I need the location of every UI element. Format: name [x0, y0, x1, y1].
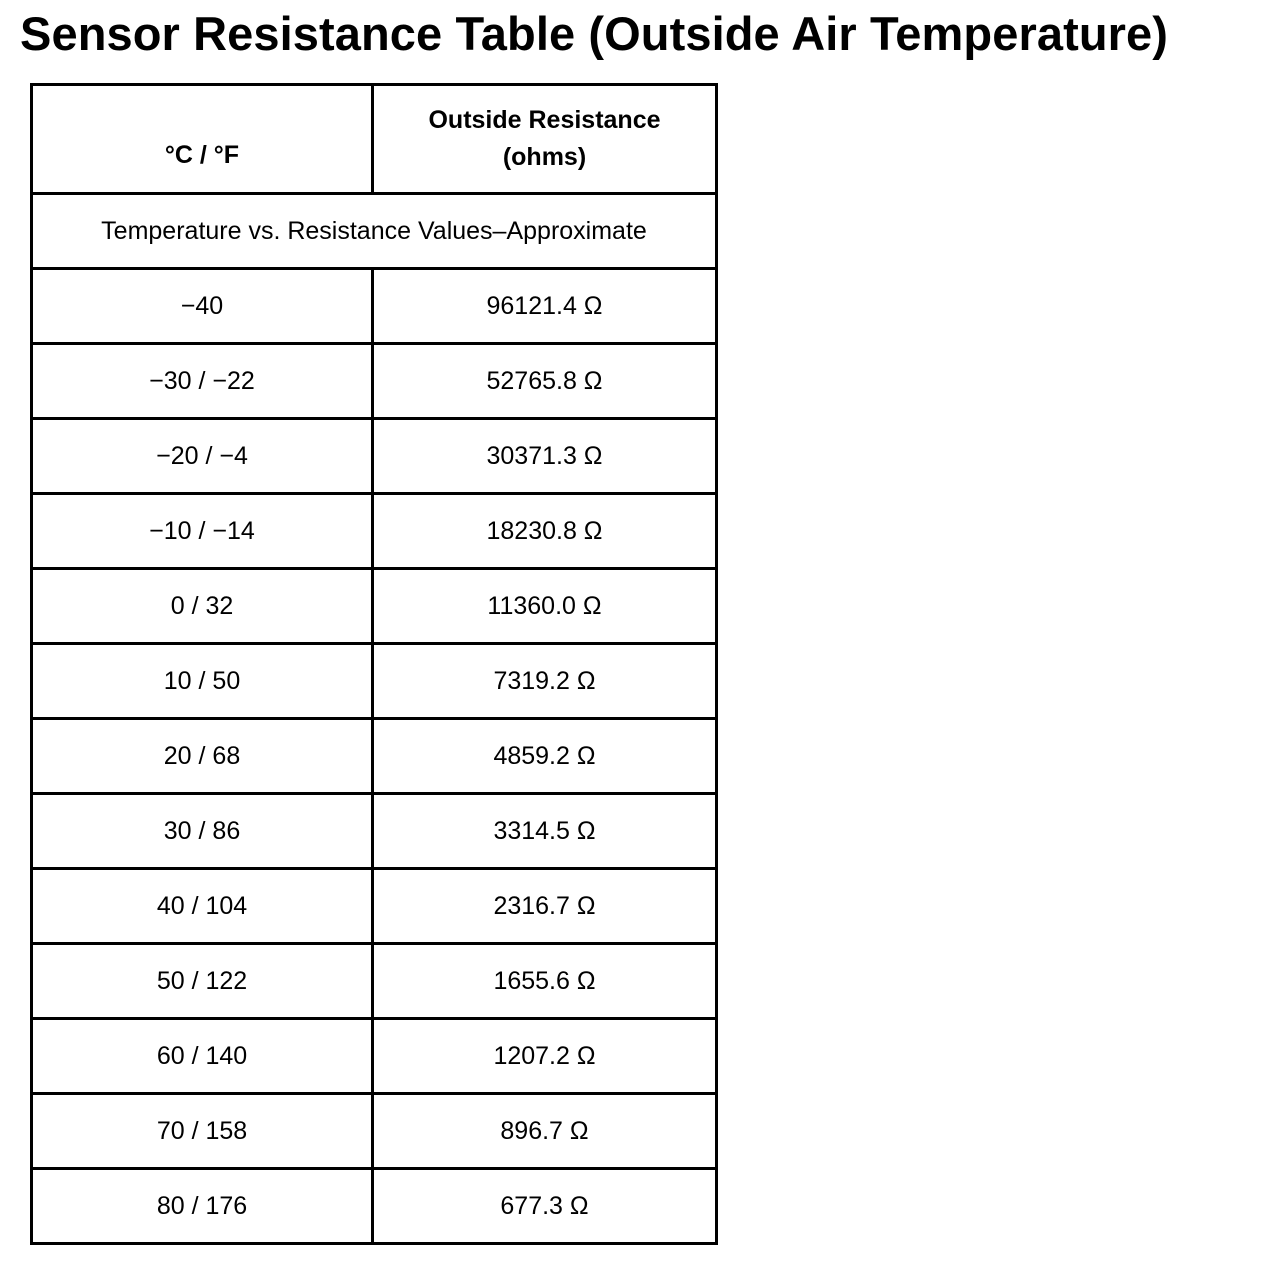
- temperature-cell: 50 / 122: [32, 944, 373, 1019]
- resistance-cell: 2316.7 Ω: [373, 869, 717, 944]
- table-row: [32, 419, 717, 494]
- table-row: [32, 944, 717, 1019]
- temperature-column-header: °C / °F: [32, 85, 373, 194]
- temperature-cell: −40: [32, 269, 373, 344]
- resistance-cell: 4859.2 Ω: [373, 719, 717, 794]
- table-row: [32, 794, 717, 869]
- resistance-cell: 52765.8 Ω: [373, 344, 717, 419]
- resistance-table: [30, 83, 718, 1245]
- temperature-cell: 60 / 140: [32, 1019, 373, 1094]
- resistance-cell: 11360.0 Ω: [373, 569, 717, 644]
- resistance-column-header: [373, 85, 717, 194]
- resistance-cell: 1207.2 Ω: [373, 1019, 717, 1094]
- table-caption: Temperature vs. Resistance Values–Approximate: [32, 194, 717, 269]
- resistance-cell: 96121.4 Ω: [373, 269, 717, 344]
- table-caption-row: [32, 194, 717, 269]
- resistance-cell: 3314.5 Ω: [373, 794, 717, 869]
- table-row: [32, 344, 717, 419]
- resistance-cell: 7319.2 Ω: [373, 644, 717, 719]
- table-row: [32, 644, 717, 719]
- resistance-cell: 677.3 Ω: [373, 1169, 717, 1244]
- temperature-cell: 40 / 104: [32, 869, 373, 944]
- temperature-cell: −20 / −4: [32, 419, 373, 494]
- resistance-cell: 1655.6 Ω: [373, 944, 717, 1019]
- table-body: [32, 194, 717, 1244]
- page-title: Sensor Resistance Table (Outside Air Temperature): [20, 7, 1169, 60]
- temperature-cell: −30 / −22: [32, 344, 373, 419]
- temperature-cell: 70 / 158: [32, 1094, 373, 1169]
- table-row: [32, 1169, 717, 1244]
- table-row: [32, 494, 717, 569]
- table-row: [32, 1019, 717, 1094]
- temperature-cell: 10 / 50: [32, 644, 373, 719]
- table-row: [32, 569, 717, 644]
- resistance-cell: 30371.3 Ω: [373, 419, 717, 494]
- table-row: [32, 1094, 717, 1169]
- table-row: [32, 269, 717, 344]
- resistance-cell: 896.7 Ω: [373, 1094, 717, 1169]
- temperature-cell: 20 / 68: [32, 719, 373, 794]
- temperature-cell: 30 / 86: [32, 794, 373, 869]
- table-header-row: [32, 85, 717, 194]
- resistance-cell: 18230.8 Ω: [373, 494, 717, 569]
- temperature-cell: 0 / 32: [32, 569, 373, 644]
- resistance-table-container: [30, 83, 718, 1245]
- resistance-header-line2: (ohms): [502, 143, 587, 171]
- table-row: [32, 869, 717, 944]
- temperature-cell: 80 / 176: [32, 1169, 373, 1244]
- temperature-cell: −10 / −14: [32, 494, 373, 569]
- table-row: [32, 719, 717, 794]
- resistance-header-line1: Outside Resistance: [428, 106, 661, 134]
